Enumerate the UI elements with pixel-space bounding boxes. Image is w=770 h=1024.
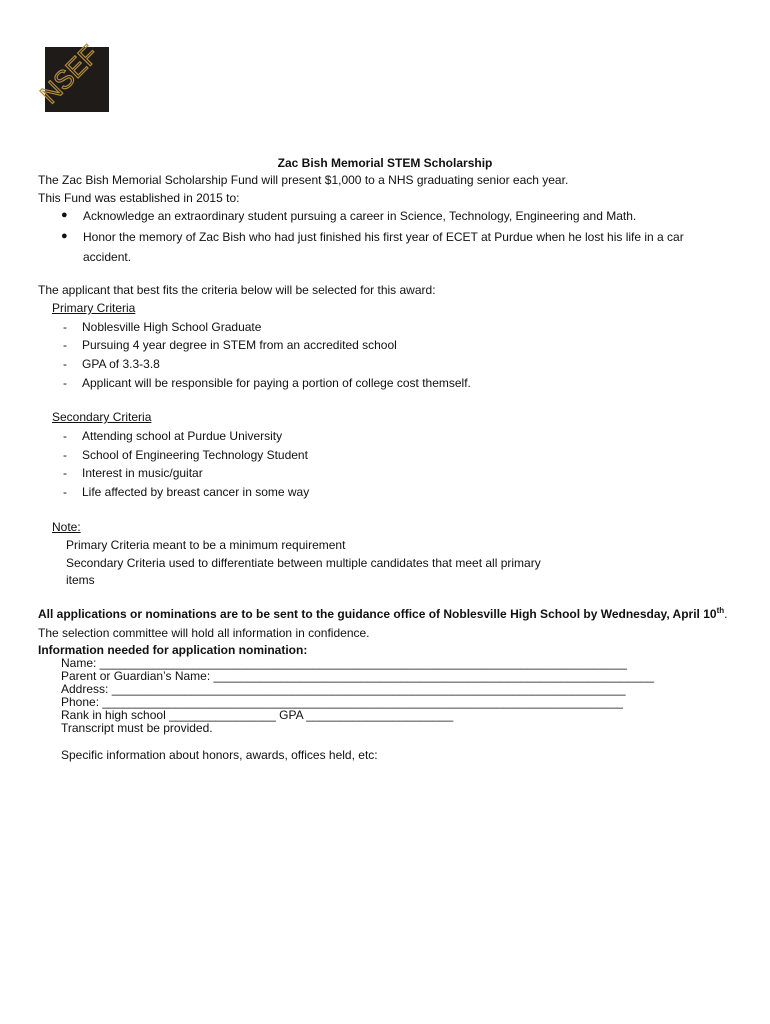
note-line: items [66,573,95,587]
confidential-statement: The selection committee will hold all information in confidence. [38,626,370,640]
dash-icon: - [63,448,67,462]
address-field: Address: _____________________________________________________________________________ [61,682,626,696]
dash-icon: - [63,357,67,371]
purpose-item: Acknowledge an extraordinary student pursuing a career in Science, Technology, Engineering and Math. [83,209,637,223]
primary-criteria-item: GPA of 3.3-3.8 [82,357,160,371]
specific-info-prompt: Specific information about honors, awards, offices held, etc: [61,748,378,762]
guardian-name-field: Parent or Guardian’s Name: __________________________________________________________________ [61,669,654,683]
secondary-criteria-item: School of Engineering Technology Student [82,448,308,462]
page-title: Zac Bish Memorial STEM Scholarship [277,156,493,170]
name-field: Name: _______________________________________________________________________________ [61,656,627,670]
info-heading: Information needed for application nomination: [38,643,308,657]
secondary-criteria-heading: Secondary Criteria [52,410,152,424]
purpose-item-continued: accident. [83,250,132,264]
note-heading: Note: [52,520,81,534]
intro-line: The Zac Bish Memorial Scholarship Fund will present $1,000 to a NHS graduating senior each year. [38,173,569,187]
secondary-criteria-item: Interest in music/guitar [82,466,203,480]
primary-criteria-item: Applicant will be responsible for paying a portion of college cost themself. [82,376,471,390]
intro-line: This Fund was established in 2015 to: [38,191,240,205]
dash-icon: - [63,485,67,499]
deadline-sup: th [716,606,725,615]
deadline-end: . [724,607,728,621]
dash-icon: - [63,320,67,334]
transcript-note: Transcript must be provided. [61,721,213,735]
note-line: Primary Criteria meant to be a minimum requirement [66,538,346,552]
note-line: Secondary Criteria used to differentiate between multiple candidates that meet all primary [66,556,541,570]
primary-criteria-heading: Primary Criteria [52,301,136,315]
deadline-text: All applications or nominations are to be sent to the guidance office of Noblesville High School by Wednesday, April 10 [38,607,717,621]
nsef-logo-icon [34,38,109,112]
purpose-item: Honor the memory of Zac Bish who had just finished his first year of ECET at Purdue when he lost his life in a car [83,230,684,244]
dash-icon: - [63,338,67,352]
svg-text:NSEF: NSEF [34,38,105,110]
bullet-icon: ● [61,230,68,242]
primary-criteria-item: Pursuing 4 year degree in STEM from an accredited school [82,338,397,352]
phone-field: Phone: ______________________________________________________________________________ [61,695,623,709]
dash-icon: - [63,376,67,390]
rank-gpa-field: Rank in high school ________________ GPA ______________________ [61,708,454,722]
bullet-icon: ● [61,209,68,221]
dash-icon: - [63,466,67,480]
secondary-criteria-item: Life affected by breast cancer in some way [82,485,310,499]
criteria-intro: The applicant that best fits the criteria below will be selected for this award: [38,283,436,297]
secondary-criteria-item: Attending school at Purdue University [82,429,283,443]
deadline-statement [38,606,727,622]
primary-criteria-item: Noblesville High School Graduate [82,320,262,334]
dash-icon: - [63,429,67,443]
